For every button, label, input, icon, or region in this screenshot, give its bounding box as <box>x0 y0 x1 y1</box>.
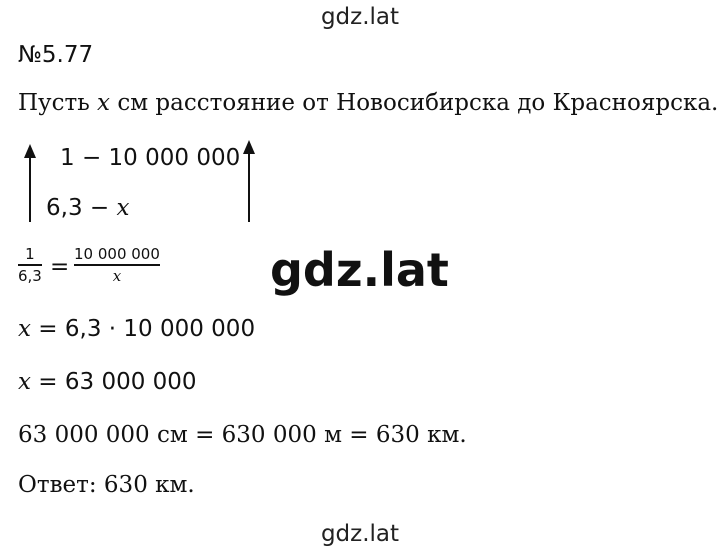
intro-before: Пусть <box>18 90 98 116</box>
problem-number: №5.77 <box>18 42 94 68</box>
fraction-right <box>74 245 160 285</box>
intro-after: см расстояние от Новосибирска до Красноярска. <box>110 90 719 116</box>
fraction-right-bar <box>74 264 160 266</box>
fraction-left <box>18 245 42 285</box>
proportion-row-2-var: x <box>116 195 130 221</box>
watermark-bottom: gdz.lat <box>320 521 400 547</box>
right-up-arrow <box>243 140 255 222</box>
step-1-rest: = 6,3 · 10 000 000 <box>30 316 256 342</box>
step-2-var: x <box>18 369 31 395</box>
intro-var: x <box>97 90 111 116</box>
fraction-left-numerator: 1 <box>25 245 35 263</box>
watermark-top: gdz.lat <box>320 4 400 30</box>
left-up-arrow <box>24 144 36 222</box>
step-2 <box>18 369 197 395</box>
fraction-equals: = <box>50 254 70 280</box>
fraction-right-denominator: x <box>112 266 122 285</box>
proportion-row-1: 1 − 10 000 000 <box>60 145 241 171</box>
step-2-rest: = 63 000 000 <box>30 369 197 395</box>
fraction-left-denominator: 6,3 <box>18 266 42 285</box>
answer-line: Ответ: 630 км. <box>18 472 195 498</box>
step-1 <box>18 316 255 342</box>
fraction-right-numerator: 10 000 000 <box>74 245 160 263</box>
proportion-row-2 <box>46 195 129 221</box>
proportion-row-2-number: 6,3 − <box>46 195 117 221</box>
step-1-var: x <box>18 316 31 342</box>
fraction-left-bar <box>18 264 42 266</box>
conversion-line: 63 000 000 см = 630 000 м = 630 км. <box>18 422 467 448</box>
watermark-center: gdz.lat <box>270 243 449 297</box>
